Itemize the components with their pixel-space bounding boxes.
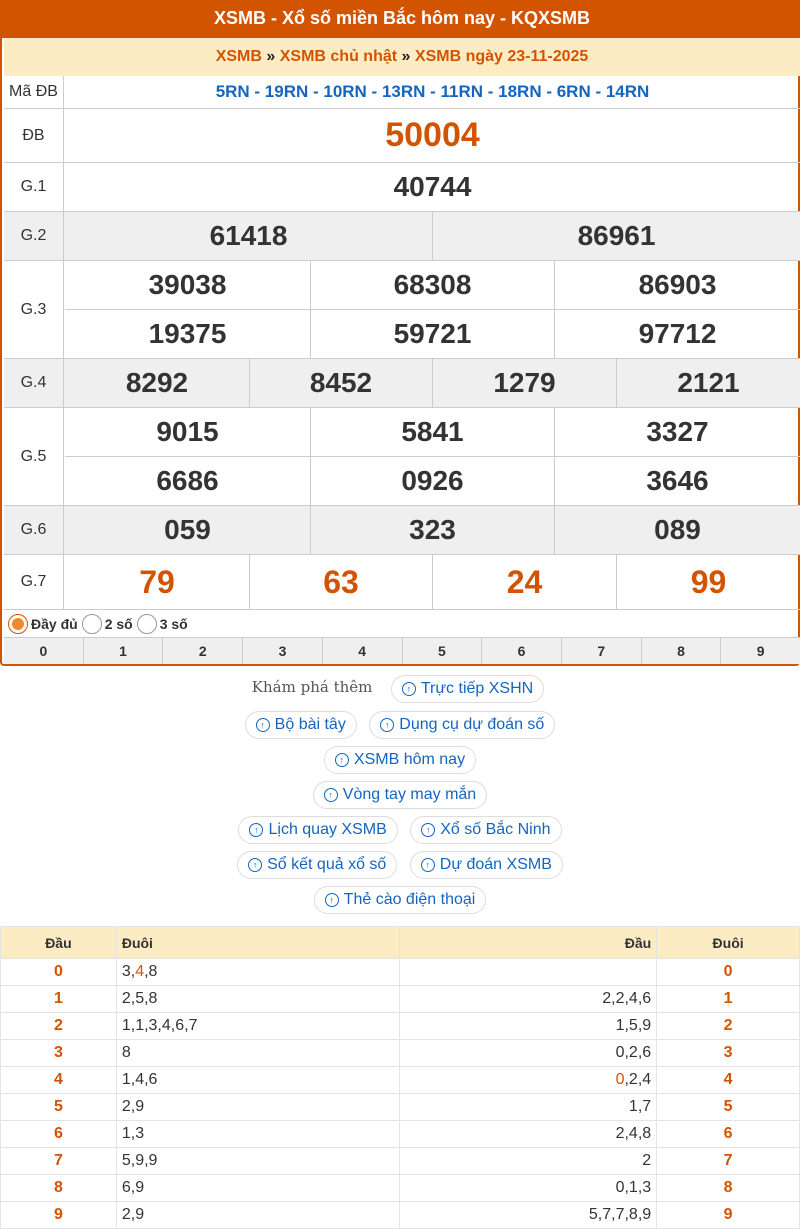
header-dau: Đầu <box>1 927 117 959</box>
duoi-cell-right: 0 <box>657 959 800 986</box>
row-g5 <box>4 408 800 506</box>
prize-g6: 089 <box>654 514 701 545</box>
digit-button[interactable]: 8 <box>642 638 722 664</box>
row-g2 <box>4 212 800 261</box>
row-g1 <box>4 163 800 212</box>
dau-duoi-table <box>0 926 800 1229</box>
prize-g3: 97712 <box>638 318 717 349</box>
digit-button[interactable]: 9 <box>756 643 765 659</box>
label-g1: G.1 <box>4 163 64 211</box>
prize-g7: 24 <box>433 555 617 609</box>
prize-g1: 40744 <box>393 171 472 202</box>
madb-value: 5RN - 19RN - 10RN - 13RN - 11RN - 18RN - 6RN - 14RN <box>215 82 650 101</box>
explore-row-1 <box>0 675 800 703</box>
arrow-up-circle-icon: ↑ <box>248 858 262 872</box>
duoi-cell: 2,9 <box>116 1094 399 1121</box>
duoi-cell-right: 1 <box>657 986 800 1013</box>
duoi-cell-right: 4 <box>657 1067 800 1094</box>
duoi-cell: 6,9 <box>116 1175 399 1202</box>
explore-row-4 <box>0 781 800 809</box>
dau-cell: 1 <box>1 986 117 1013</box>
table-row <box>1 1202 800 1229</box>
label-g7: G.7 <box>4 555 64 609</box>
results-title: XSMB - Xổ số miền Bắc hôm nay - KQXSMB <box>2 0 800 38</box>
arrow-up-circle-icon: ↑ <box>421 858 435 872</box>
table-row <box>1 1094 800 1121</box>
header-dau: Đầu <box>399 927 657 959</box>
duoi-cell-right: 7 <box>657 1148 800 1175</box>
digit-button[interactable]: 6 <box>482 638 562 664</box>
duoi-cell-right: 3 <box>657 1040 800 1067</box>
digit-button[interactable]: 3 <box>243 638 323 664</box>
breadcrumb-sep: » <box>401 48 411 65</box>
arrow-up-circle-icon: ↑ <box>421 823 435 837</box>
prize-g6: 323 <box>311 506 555 554</box>
duoi-cell-right: 2 <box>657 1013 800 1040</box>
explore-link[interactable]: ↑ XSMB hôm nay <box>324 746 476 774</box>
radio-icon[interactable] <box>137 614 157 634</box>
prize-g4: 8292 <box>65 359 250 407</box>
prize-g4: 2121 <box>677 367 740 398</box>
option-three-digits[interactable]: 3 số <box>137 614 188 634</box>
dau-cell: 5 <box>1 1094 117 1121</box>
arrow-up-circle-icon: ↑ <box>335 753 349 767</box>
label-db: ĐB <box>4 109 64 162</box>
arrow-up-circle-icon: ↑ <box>256 718 270 732</box>
dau-cell-right: 2 <box>399 1148 657 1175</box>
explore-link[interactable]: ↑ Bộ bài tây <box>245 711 357 739</box>
explore-link[interactable]: ↑ Lịch quay XSMB <box>238 816 397 844</box>
prize-g3: 59721 <box>311 310 555 358</box>
duoi-cell: 5,9,9 <box>116 1148 399 1175</box>
explore-row-7 <box>0 886 800 914</box>
digit-button[interactable]: 0 <box>4 638 84 664</box>
table-row <box>1 959 800 986</box>
arrow-up-circle-icon: ↑ <box>249 823 263 837</box>
dau-cell-right: 5,7,7,8,9 <box>399 1202 657 1229</box>
row-g4 <box>4 359 800 408</box>
row-g6 <box>4 506 800 555</box>
digit-button[interactable]: 2 <box>163 638 243 664</box>
explore-row-5 <box>0 816 800 844</box>
explore-row-6 <box>0 851 800 879</box>
prize-g2: 61418 <box>65 212 433 260</box>
dau-cell: 4 <box>1 1067 117 1094</box>
row-g7 <box>4 555 800 610</box>
duoi-cell: 1,4,6 <box>116 1067 399 1094</box>
radio-selected-icon[interactable] <box>8 614 28 634</box>
prize-g5: 5841 <box>311 408 555 456</box>
label-g4: G.4 <box>4 359 64 407</box>
explore-link[interactable]: ↑ Dụng cụ dự đoán số <box>369 711 555 739</box>
dau-cell: 3 <box>1 1040 117 1067</box>
duoi-cell-right: 5 <box>657 1094 800 1121</box>
explore-link[interactable]: ↑ Vòng tay may mắn <box>313 781 487 809</box>
radio-icon[interactable] <box>82 614 102 634</box>
breadcrumb-xsmb[interactable]: XSMB <box>215 48 262 65</box>
dau-cell: 2 <box>1 1013 117 1040</box>
dau-cell-right: 1,7 <box>399 1094 657 1121</box>
duoi-cell: 1,1,3,4,6,7 <box>116 1013 399 1040</box>
dau-cell-right <box>399 959 657 986</box>
digit-filter <box>4 638 800 664</box>
display-options <box>4 610 800 638</box>
explore-label: Khám phá thêm <box>251 677 373 696</box>
duoi-cell-right: 9 <box>657 1202 800 1229</box>
dau-cell-right: 1,5,9 <box>399 1013 657 1040</box>
breadcrumb <box>4 38 800 76</box>
table-row <box>1 1067 800 1094</box>
header-duoi: Đuôi <box>116 927 399 959</box>
label-madb: Mã ĐB <box>4 76 64 108</box>
table-row <box>1 1175 800 1202</box>
label-g6: G.6 <box>4 506 64 554</box>
table-row <box>1 1121 800 1148</box>
header-duoi: Đuôi <box>657 927 800 959</box>
prize-g7: 63 <box>250 555 433 609</box>
prize-g4: 8452 <box>250 359 433 407</box>
label-g5: G.5 <box>4 408 64 505</box>
prize-g5: 6686 <box>65 457 311 505</box>
dau-cell: 7 <box>1 1148 117 1175</box>
arrow-up-circle-icon: ↑ <box>325 893 339 907</box>
prize-g7: 79 <box>65 555 250 609</box>
option-two-digits[interactable]: 2 số <box>82 614 133 634</box>
digit-button[interactable]: 1 <box>84 638 164 664</box>
dau-cell: 6 <box>1 1121 117 1148</box>
prize-g2: 86961 <box>577 220 656 251</box>
prize-g3: 19375 <box>65 310 311 358</box>
prize-g5: 9015 <box>65 408 311 456</box>
explore-link[interactable]: ↑ Sổ kết quả xổ số <box>237 851 397 879</box>
digit-button[interactable]: 4 <box>323 638 403 664</box>
arrow-up-circle-icon: ↑ <box>324 788 338 802</box>
explore-row-3 <box>0 746 800 774</box>
digit-button[interactable]: 5 <box>403 638 483 664</box>
row-db <box>4 109 800 163</box>
prize-g5: 3327 <box>646 416 709 447</box>
row-madb <box>4 76 800 109</box>
dau-cell-right: 0,2,4 <box>399 1067 657 1094</box>
dau-cell: 0 <box>1 959 117 986</box>
table-row <box>1 1013 800 1040</box>
prize-g5: 3646 <box>646 465 709 496</box>
label-g2: G.2 <box>4 212 64 260</box>
option-full[interactable]: Đầy đủ <box>8 614 78 634</box>
prize-g5: 0926 <box>311 457 555 505</box>
dau-cell-right: 2,2,4,6 <box>399 986 657 1013</box>
arrow-up-circle-icon: ↑ <box>380 718 394 732</box>
duoi-cell: 1,3 <box>116 1121 399 1148</box>
table-row <box>1 986 800 1013</box>
dau-cell: 8 <box>1 1175 117 1202</box>
row-g3 <box>4 261 800 359</box>
explore-link[interactable]: ↑ Thẻ cào điện thoại <box>314 886 487 914</box>
table-row <box>1 1148 800 1175</box>
breadcrumb-sep: » <box>266 48 276 65</box>
duoi-cell: 2,9 <box>116 1202 399 1229</box>
prize-g7: 99 <box>690 563 727 600</box>
duoi-cell: 3,4,8 <box>116 959 399 986</box>
duoi-cell: 8 <box>116 1040 399 1067</box>
prize-db: 50004 <box>385 116 480 154</box>
table-header-row <box>1 927 800 959</box>
arrow-up-circle-icon: ↑ <box>402 682 416 696</box>
prize-g3: 39038 <box>65 261 311 309</box>
label-g3: G.3 <box>4 261 64 358</box>
table-row <box>1 1040 800 1067</box>
dau-cell-right: 0,2,6 <box>399 1040 657 1067</box>
dau-cell-right: 2,4,8 <box>399 1121 657 1148</box>
prize-g3: 68308 <box>311 261 555 309</box>
explore-link[interactable]: ↑ Trực tiếp XSHN <box>391 675 544 703</box>
explore-row-2 <box>0 711 800 739</box>
dau-cell: 9 <box>1 1202 117 1229</box>
prize-g3: 86903 <box>638 269 717 300</box>
prize-g4: 1279 <box>433 359 617 407</box>
prize-g6: 059 <box>65 506 311 554</box>
explore-link[interactable]: ↑ Dự đoán XSMB <box>410 851 563 879</box>
duoi-cell: 2,5,8 <box>116 986 399 1013</box>
duoi-cell-right: 8 <box>657 1175 800 1202</box>
breadcrumb-date[interactable]: XSMB ngày 23-11-2025 <box>414 48 589 65</box>
duoi-cell-right: 6 <box>657 1121 800 1148</box>
digit-button[interactable]: 7 <box>562 638 642 664</box>
breadcrumb-xsmb-sunday[interactable]: XSMB chủ nhật <box>279 48 398 65</box>
explore-link[interactable]: ↑ Xổ số Bắc Ninh <box>410 816 561 844</box>
dau-cell-right: 0,1,3 <box>399 1175 657 1202</box>
